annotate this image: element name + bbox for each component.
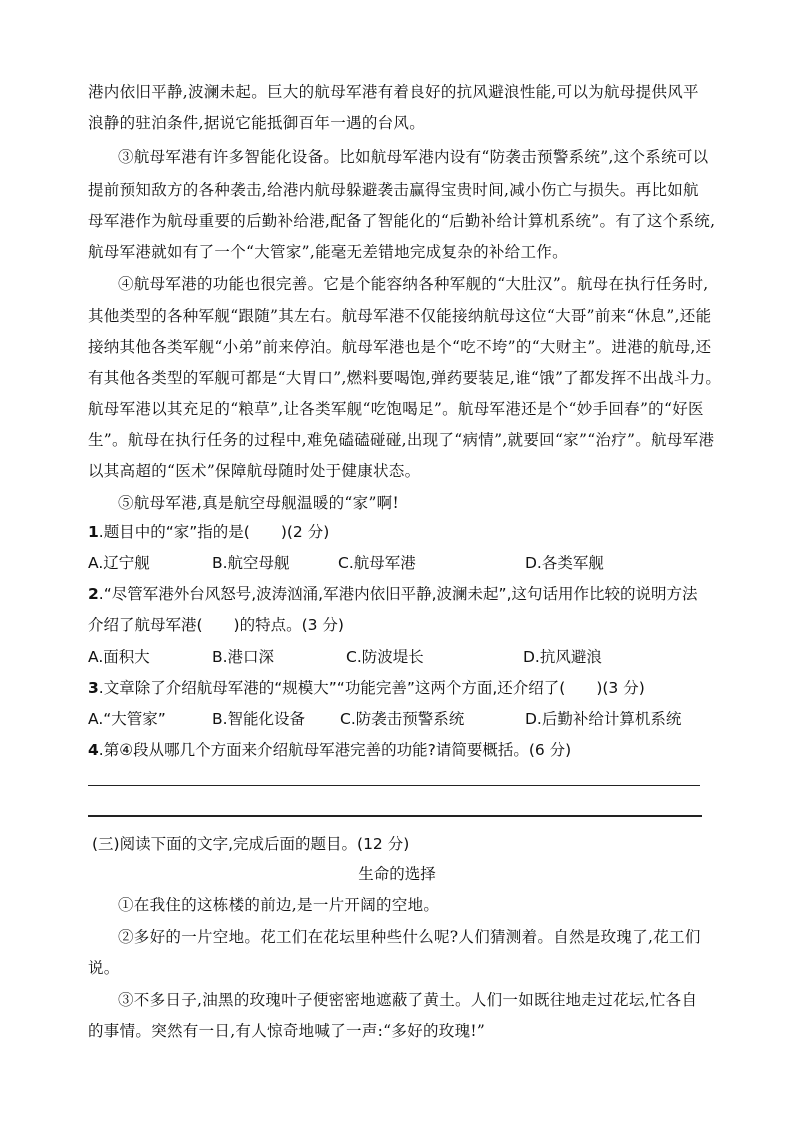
option-c: C.防波堤长 — [346, 648, 424, 666]
passage-line: ⑤航母军港,真是航空母舰温暖的“家”啊! — [118, 494, 400, 512]
question-number: 1 — [88, 523, 99, 541]
option-d: D.后勤补给计算机系统 — [525, 710, 682, 728]
passage-line: 以其高超的“医术”保障航母随时处于健康状态。 — [88, 462, 421, 480]
question-text: .“尽管军港外台风怒号,波涛汹涌,军港内依旧平静,波澜未起”,这句话用作比较的说明方法 — [98, 585, 698, 603]
option-b: B.港口深 — [212, 648, 275, 666]
passage-line: 的事情。突然有一日,有人惊奇地喊了一声:“多好的玫瑰!” — [88, 1022, 486, 1040]
option-b: B.智能化设备 — [212, 710, 306, 728]
passage-line: 生”。航母在执行任务的过程中,难免磕磕碰碰,出现了“病情”,就要回“家”“治疗”。航母军港 — [88, 431, 715, 449]
option-d: D.抗风避浪 — [523, 648, 602, 666]
option-b: B.航空母舰 — [212, 554, 290, 572]
question-text: .第④段从哪几个方面来介绍航母军港完善的功能?请简要概括。(6 分) — [98, 741, 572, 759]
question-number: 2 — [88, 585, 99, 603]
question-number: 3 — [88, 679, 99, 697]
option-c: C.防袭击预警系统 — [340, 710, 465, 728]
question-1 — [88, 520, 329, 542]
option-a: A.面积大 — [88, 648, 150, 666]
passage-line: 母军港作为航母重要的后勤补给港,配备了智能化的“后勤补给计算机系统”。有了这个系统, — [88, 212, 716, 230]
question-number: 4 — [88, 741, 99, 759]
option-a: A.辽宁舰 — [88, 554, 150, 572]
question-4 — [88, 738, 571, 760]
passage-line: 其他类型的各种军舰“跟随”其左右。航母军港不仅能接纳航母这位“大哥”前来“休息”,还能 — [88, 307, 712, 325]
question-2-cont: 介绍了航母军港( )的特点。(3 分) — [88, 616, 344, 634]
passage-line: ③不多日子,油黑的玫瑰叶子便密密地遮蔽了黄土。人们一如既往地走过花坛,忙各自 — [118, 991, 698, 1009]
option-a: A.“大管家” — [88, 710, 166, 728]
passage-line: 航母军港以其充足的“粮草”,让各类军舰“吃饱喝足”。航母军港还是个“妙手回春”的“好医 — [88, 400, 704, 418]
passage-line: ④航母军港的功能也很完善。它是个能容纳各种军舰的“大肚汉”。航母在执行任务时, — [118, 275, 709, 293]
passage-line: ②多好的一片空地。花工们在花坛里种些什么呢?人们猜测着。自然是玫瑰了,花工们 — [118, 928, 701, 946]
option-d: D.各类军舰 — [525, 554, 604, 572]
passage-line: 浪静的驻泊条件,据说它能抵御百年一遇的台风。 — [88, 114, 426, 132]
passage-line: 提前预知敌方的各种袭击,给港内航母躲避袭击赢得宝贵时间,减小伤亡与损失。再比如航 — [88, 181, 699, 199]
passage-line: ①在我住的这栋楼的前边,是一片开阔的空地。 — [118, 896, 440, 914]
question-text: .题目中的“家”指的是( )(2 分) — [98, 523, 330, 541]
section-heading: (三)阅读下面的文字,完成后面的题目。(12 分) — [92, 835, 410, 853]
passage-line: 航母军港就如有了一个“大管家”,能毫无差错地完成复杂的补给工作。 — [88, 243, 568, 261]
option-c: C.航母军港 — [338, 554, 416, 572]
passage-line: 说。 — [88, 959, 120, 977]
section-divider — [88, 815, 702, 817]
question-3 — [88, 676, 645, 698]
passage-line: 接纳其他各类军舰“小弟”前来停泊。航母军港也是个“吃不垮”的“大财主”。进港的航母,还 — [88, 338, 712, 356]
question-2 — [88, 582, 698, 604]
passage-line: 港内依旧平静,波澜未起。巨大的航母军港有着良好的抗风避浪性能,可以为航母提供风平 — [88, 83, 699, 101]
passage-line: 有其他各类型的军舰可都是“大胃口”,燃料要喝饱,弹药要装足,谁“饿”了都发挥不出战斗力。 — [88, 369, 722, 387]
passage-line: ③航母军港有许多智能化设备。比如航母军港内设有“防袭击预警系统”,这个系统可以 — [118, 148, 709, 166]
question-text: .文章除了介绍航母军港的“规模大”“功能完善”这两个方面,还介绍了( )(3 分) — [98, 679, 645, 697]
article-title: 生命的选择 — [358, 865, 436, 883]
answer-line[interactable] — [88, 785, 700, 786]
